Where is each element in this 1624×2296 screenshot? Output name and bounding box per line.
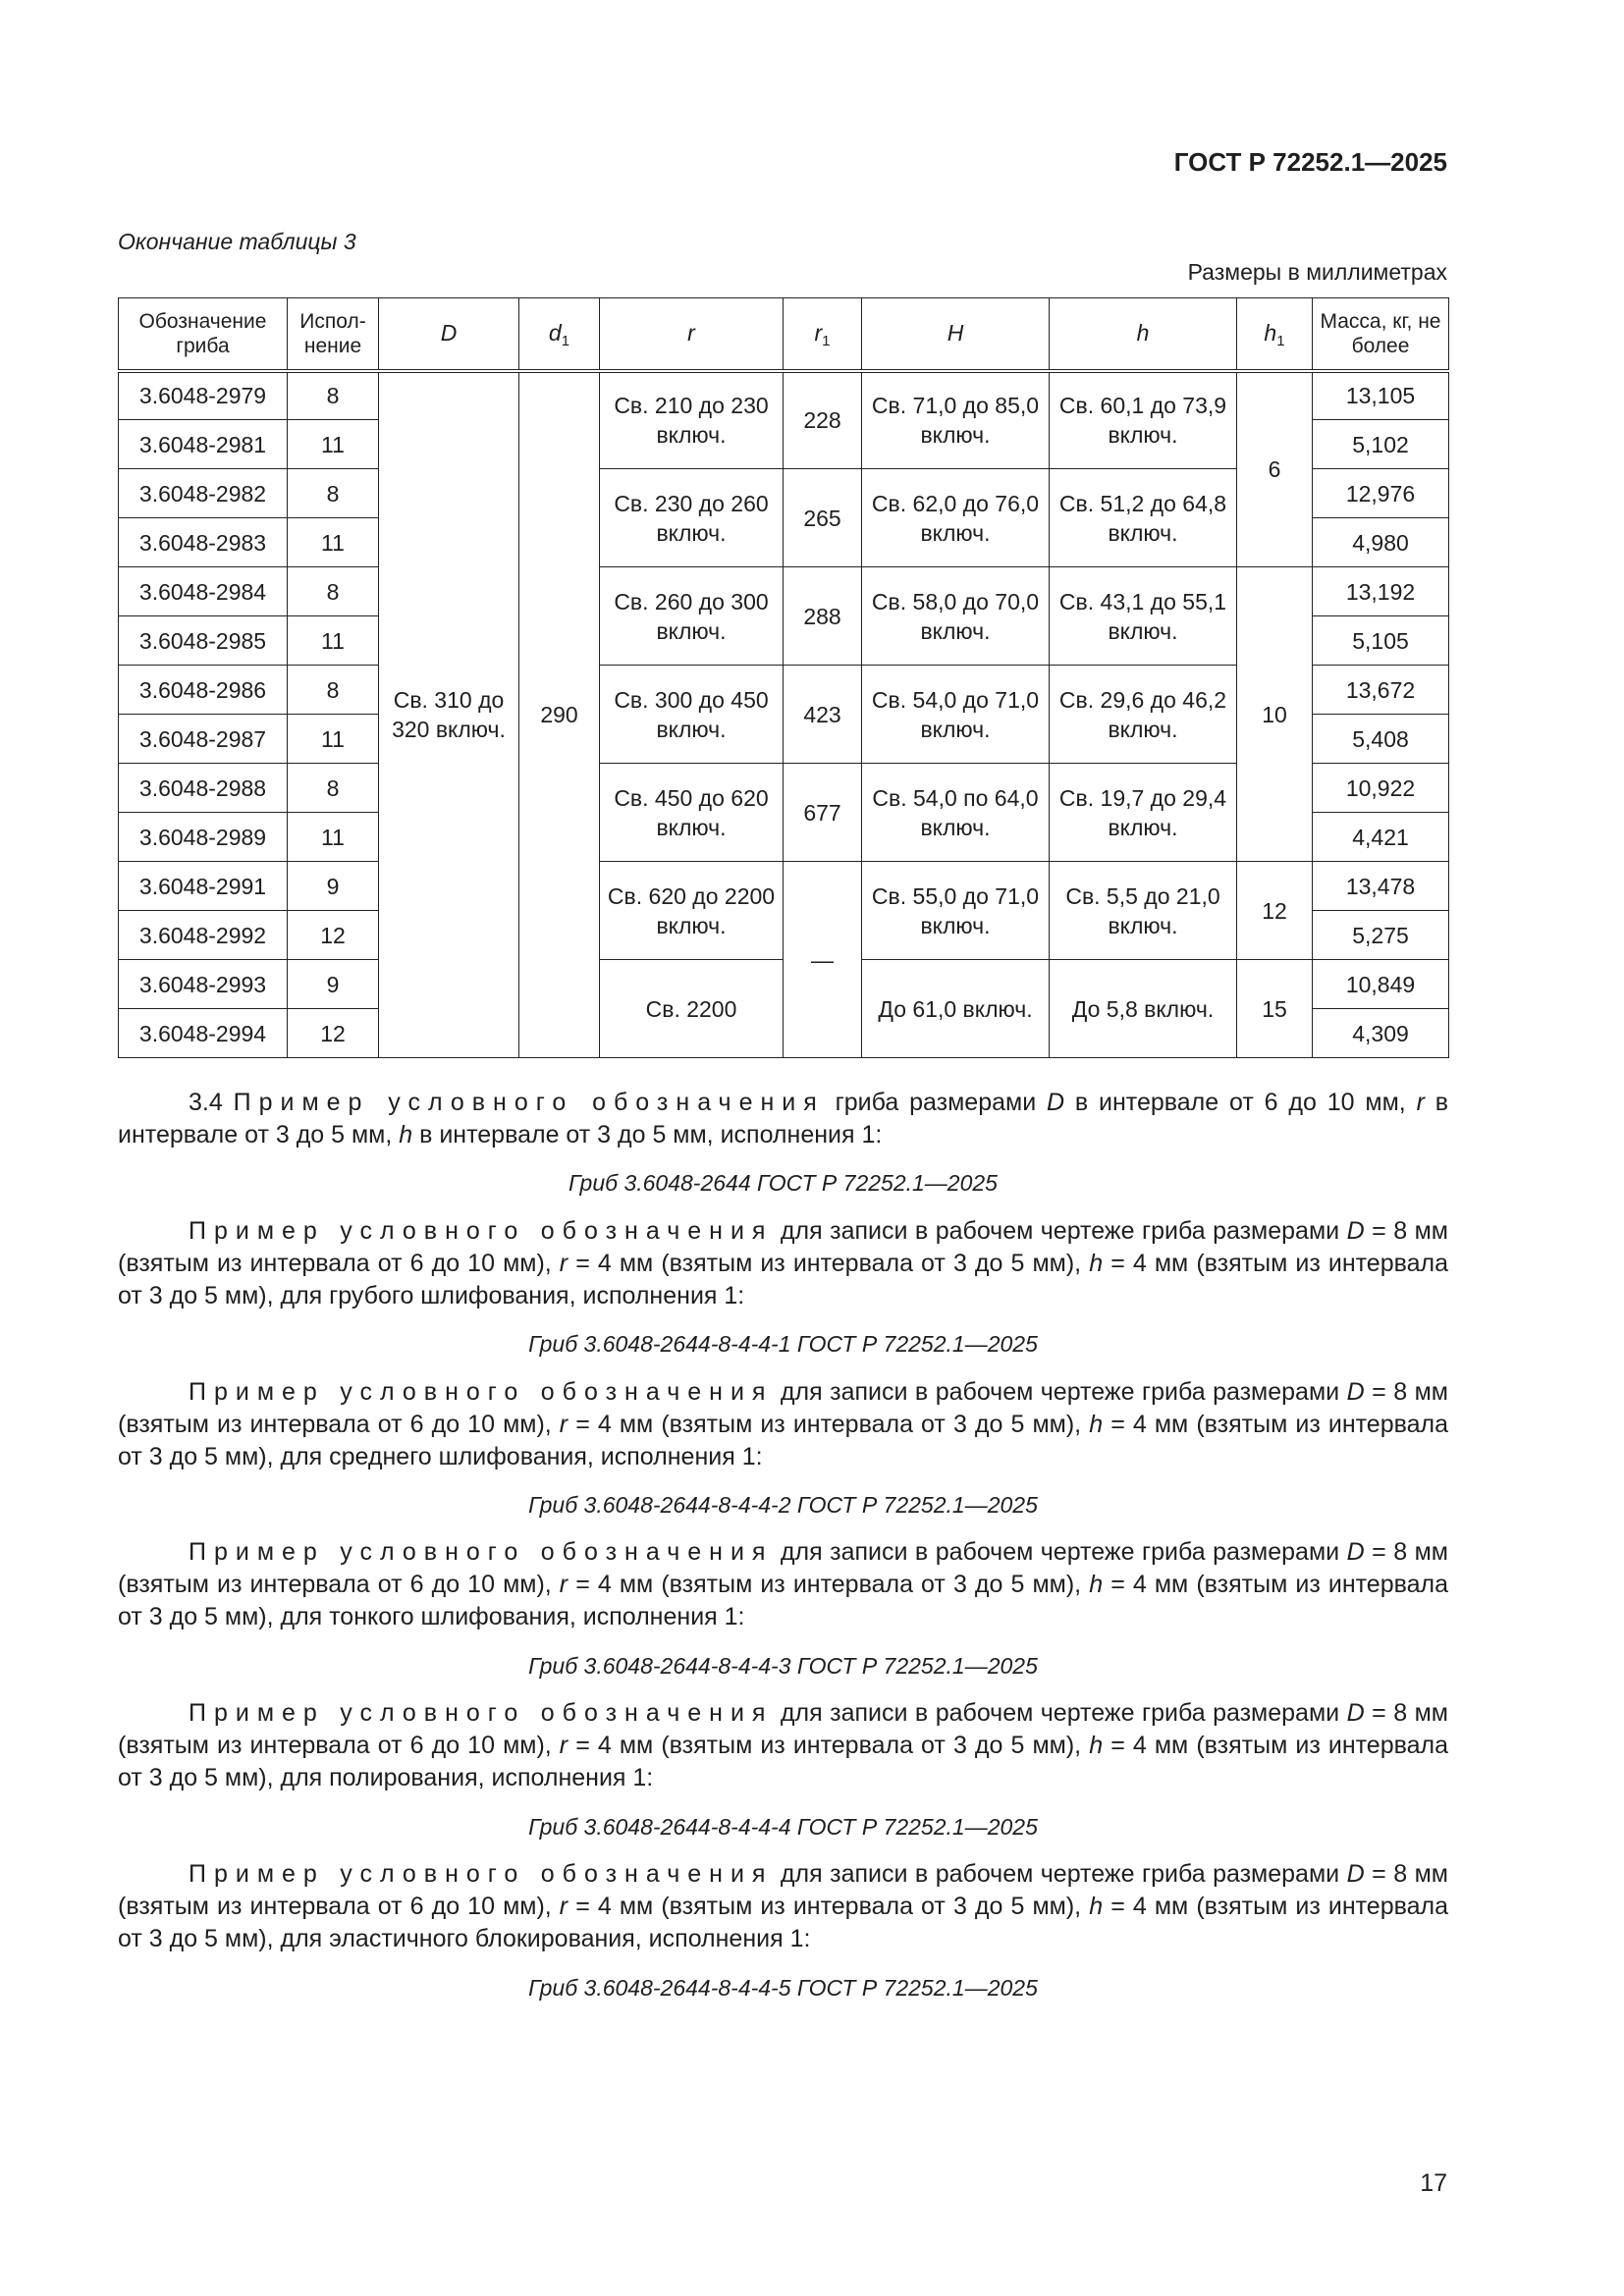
version-cell: 11	[288, 518, 379, 567]
version-cell: 11	[288, 813, 379, 862]
example-designation: Гриб 3.6048-2644-8-4-4-5 ГОСТ Р 72252.1—2025	[528, 1975, 1038, 2001]
designation-cell: 3.6048-2979	[119, 371, 288, 420]
designation-cell: 3.6048-2986	[119, 666, 288, 715]
h-cell: Св. 29,6 до 46,2 включ.	[1050, 666, 1237, 764]
example-designation: Гриб 3.6048-2644-8-4-4-2 ГОСТ Р 72252.1—2025	[528, 1492, 1038, 1518]
table-header-row	[119, 298, 1449, 371]
designation-cell: 3.6048-2989	[119, 813, 288, 862]
header-mass: Масса, кг, не более	[1313, 298, 1449, 371]
h-cell: Св. 60,1 до 73,9 включ.	[1050, 371, 1237, 469]
version-cell: 8	[288, 666, 379, 715]
header-d1: $d_1$	[519, 298, 600, 371]
h-cell: До 5,8 включ.	[1050, 960, 1237, 1058]
version-cell: 12	[288, 911, 379, 960]
example-designation: Гриб 3.6048-2644-8-4-4-3 ГОСТ Р 72252.1—2025	[528, 1653, 1038, 1679]
mass-cell: 13,105	[1313, 371, 1449, 420]
mass-cell: 4,421	[1313, 813, 1449, 862]
paragraph-example: Пример условного обозначения для записи в рабочем чертеже гриба размерами D = 8 мм (взятым из интервала от 6 до 10 мм), r = 4 мм (взятым из интервала от 3 до 5 мм), h = 4 мм (взятым из интервала от 3 до 5 мм), для эластичного блокирования, исполнения 1:	[118, 1860, 1449, 1952]
paragraph-example: Пример условного обозначения для записи в рабочем чертеже гриба размерами D = 8 мм (взятым из интервала от 6 до 10 мм), r = 4 мм (взятым из интервала от 3 до 5 мм), h = 4 мм (взятым из интервала от 3 до 5 мм), для тонкого шлифования, исполнения 1:	[118, 1538, 1449, 1630]
version-cell: 8	[288, 567, 379, 616]
r-cell: Св. 260 до 300 включ.	[600, 567, 784, 666]
version-cell: 8	[288, 371, 379, 420]
h-cell: Св. 51,2 до 64,8 включ.	[1050, 469, 1237, 567]
document-code: ГОСТ Р 72252.1—2025	[1173, 147, 1447, 177]
header-h: h	[1050, 298, 1237, 371]
H-cell: До 61,0 включ.	[862, 960, 1050, 1058]
version-cell: 9	[288, 960, 379, 1009]
r1-cell: 265	[784, 469, 862, 567]
r1-cell: —	[784, 862, 862, 1058]
version-cell: 12	[288, 1009, 379, 1058]
h-cell: Св. 5,5 до 21,0 включ.	[1050, 862, 1237, 960]
h1-cell: 12	[1237, 862, 1313, 960]
page-number: 17	[1420, 2169, 1447, 2197]
d1-cell: 290	[519, 371, 600, 1058]
H-cell: Св. 62,0 до 76,0 включ.	[862, 469, 1050, 567]
mass-cell: 5,102	[1313, 420, 1449, 469]
table-continuation-label: Окончание таблицы 3	[118, 229, 356, 254]
version-cell: 9	[288, 862, 379, 911]
mass-cell: 12,976	[1313, 469, 1449, 518]
H-cell: Св. 71,0 до 85,0 включ.	[862, 371, 1050, 469]
h-cell: Св. 43,1 до 55,1 включ.	[1050, 567, 1237, 666]
example-designation: Гриб 3.6048-2644-8-4-4-1 ГОСТ Р 72252.1—2025	[528, 1331, 1038, 1357]
mass-cell: 4,309	[1313, 1009, 1449, 1058]
r1-cell: 677	[784, 764, 862, 862]
example-designation: Гриб 3.6048-2644 ГОСТ Р 72252.1—2025	[568, 1170, 998, 1196]
D-cell: Св. 310 до 320 включ.	[379, 371, 519, 1058]
example-designation: Гриб 3.6048-2644-8-4-4-4 ГОСТ Р 72252.1—2025	[528, 1814, 1038, 1840]
designation-cell: 3.6048-2991	[119, 862, 288, 911]
H-cell: Св. 54,0 до 71,0 включ.	[862, 666, 1050, 764]
mass-cell: 4,980	[1313, 518, 1449, 567]
header-D: D	[379, 298, 519, 371]
header-h1: $h_1$	[1237, 298, 1313, 371]
paragraph-example: Пример условного обозначения для записи в рабочем чертеже гриба размерами D = 8 мм (взятым из интервала от 6 до 10 мм), r = 4 мм (взятым из интервала от 3 до 5 мм), h = 4 мм (взятым из интервала от 3 до 5 мм), для полирования, исполнения 1:	[118, 1699, 1449, 1791]
r-cell: Св. 210 до 230 включ.	[600, 371, 784, 469]
mass-cell: 10,922	[1313, 764, 1449, 813]
mass-cell: 10,849	[1313, 960, 1449, 1009]
version-cell: 11	[288, 420, 379, 469]
r-cell: Св. 620 до 2200 включ.	[600, 862, 784, 960]
r1-cell: 288	[784, 567, 862, 666]
designation-cell: 3.6048-2985	[119, 616, 288, 666]
version-cell: 8	[288, 764, 379, 813]
mass-cell: 13,192	[1313, 567, 1449, 616]
units-label: Размеры в миллиметрах	[1187, 259, 1447, 285]
header-H: H	[862, 298, 1050, 371]
version-cell: 11	[288, 715, 379, 764]
designation-cell: 3.6048-2988	[119, 764, 288, 813]
designation-cell: 3.6048-2987	[119, 715, 288, 764]
H-cell: Св. 55,0 до 71,0 включ.	[862, 862, 1050, 960]
header-r1: $r_1$	[784, 298, 862, 371]
mass-cell: 5,408	[1313, 715, 1449, 764]
header-version: Испол-нение	[288, 298, 379, 371]
table-row	[119, 862, 1449, 911]
r-cell: Св. 450 до 620 включ.	[600, 764, 784, 862]
paragraph-3-4: 3.4 Пример условного обозначения гриба размерами D в интервале от 6 до 10 мм, r в интервале от 3 до 5 мм, h в интервале от 3 до 5 мм, исполнения 1:	[118, 1089, 1449, 1148]
r1-cell: 228	[784, 371, 862, 469]
designation-cell: 3.6048-2994	[119, 1009, 288, 1058]
mass-cell: 13,672	[1313, 666, 1449, 715]
dimensions-table	[118, 297, 1449, 1058]
designation-cell: 3.6048-2983	[119, 518, 288, 567]
r-cell: Св. 2200	[600, 960, 784, 1058]
header-designation: Обозначение гриба	[119, 298, 288, 371]
mass-cell: 13,478	[1313, 862, 1449, 911]
r-cell: Св. 300 до 450 включ.	[600, 666, 784, 764]
H-cell: Св. 58,0 до 70,0 включ.	[862, 567, 1050, 666]
designation-cell: 3.6048-2982	[119, 469, 288, 518]
designation-cell: 3.6048-2993	[119, 960, 288, 1009]
mass-cell: 5,275	[1313, 911, 1449, 960]
table-row	[119, 567, 1449, 616]
h1-cell: 6	[1237, 371, 1313, 567]
header-r: r	[600, 298, 784, 371]
h1-cell: 15	[1237, 960, 1313, 1058]
h-cell: Св. 19,7 до 29,4 включ.	[1050, 764, 1237, 862]
designation-cell: 3.6048-2984	[119, 567, 288, 616]
r1-cell: 423	[784, 666, 862, 764]
mass-cell: 5,105	[1313, 616, 1449, 666]
paragraph-example: Пример условного обозначения для записи в рабочем чертеже гриба размерами D = 8 мм (взятым из интервала от 6 до 10 мм), r = 4 мм (взятым из интервала от 3 до 5 мм), h = 4 мм (взятым из интервала от 3 до 5 мм), для грубого шлифования, исполнения 1:	[118, 1217, 1449, 1309]
H-cell: Св. 54,0 по 64,0 включ.	[862, 764, 1050, 862]
designation-cell: 3.6048-2981	[119, 420, 288, 469]
h1-cell: 10	[1237, 567, 1313, 862]
version-cell: 8	[288, 469, 379, 518]
table-row	[119, 371, 1449, 420]
designation-cell: 3.6048-2992	[119, 911, 288, 960]
paragraph-example: Пример условного обозначения для записи в рабочем чертеже гриба размерами D = 8 мм (взятым из интервала от 6 до 10 мм), r = 4 мм (взятым из интервала от 3 до 5 мм), h = 4 мм (взятым из интервала от 3 до 5 мм), для среднего шлифования, исполнения 1:	[118, 1378, 1449, 1470]
version-cell: 11	[288, 616, 379, 666]
r-cell: Св. 230 до 260 включ.	[600, 469, 784, 567]
